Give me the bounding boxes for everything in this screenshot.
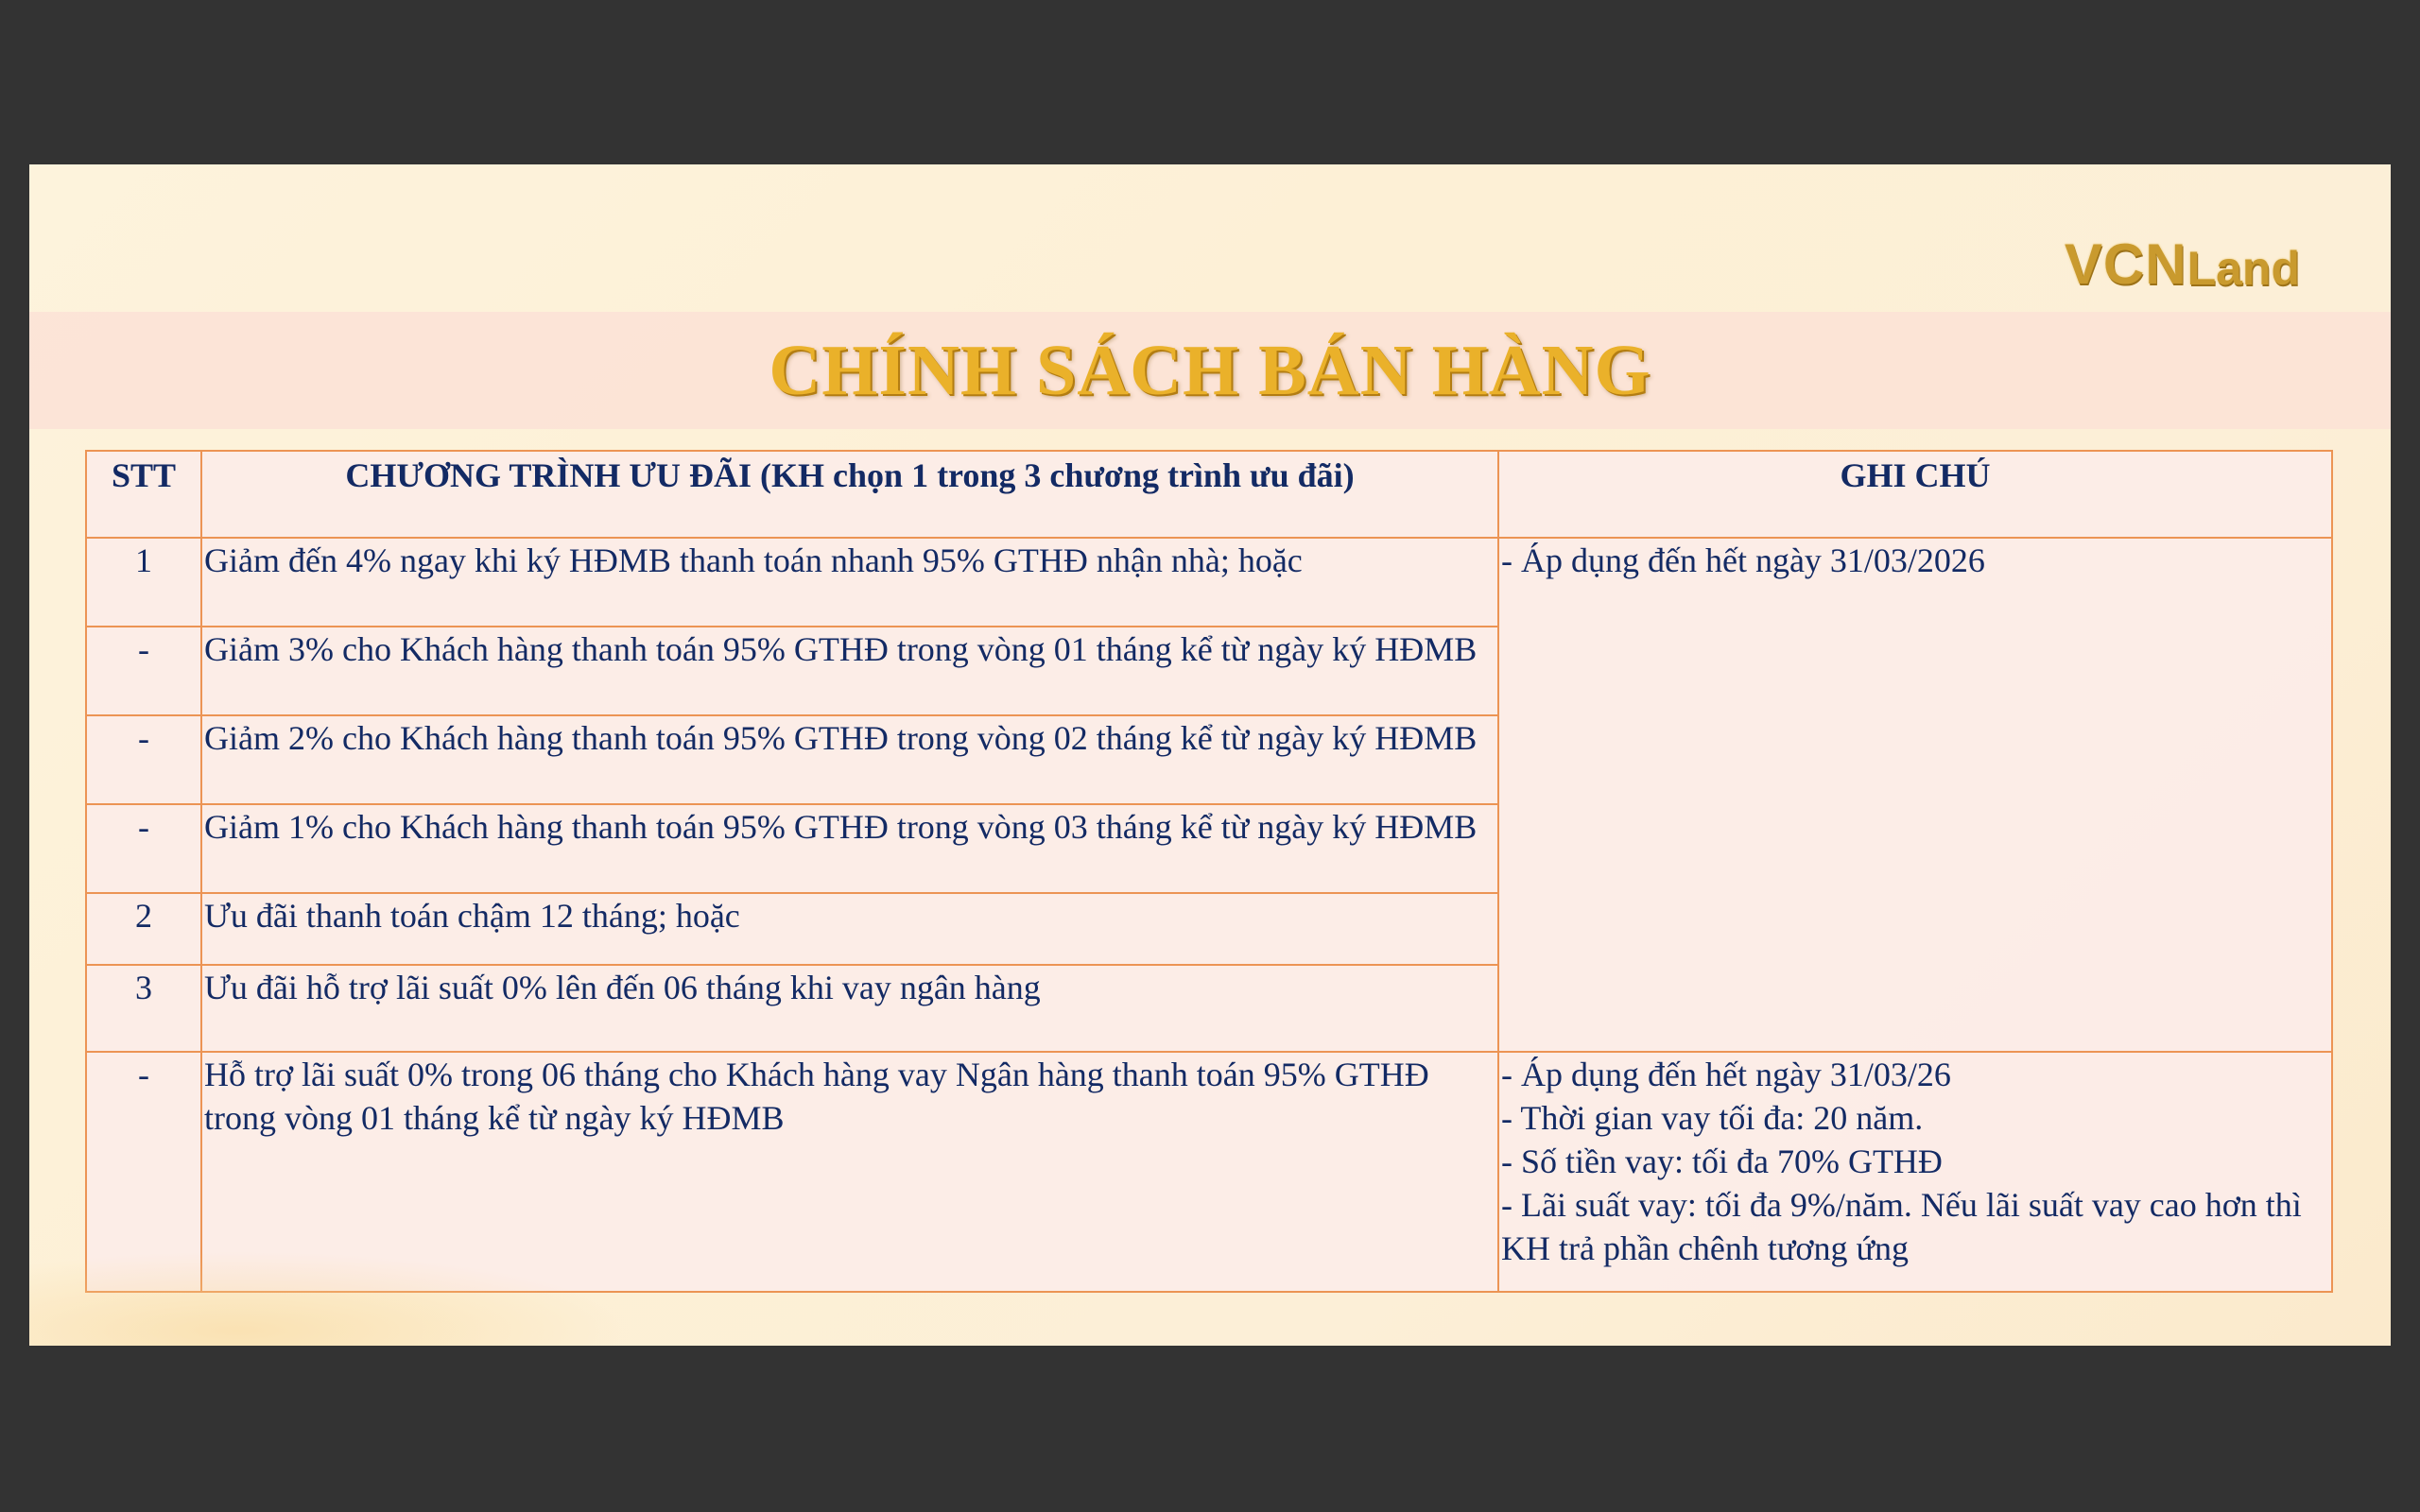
row-stt: 2 xyxy=(86,893,201,965)
row-stt: 1 xyxy=(86,538,201,627)
note-line: - Áp dụng đến hết ngày 31/03/2026 xyxy=(1501,541,1985,579)
logo-text-strong: VCN xyxy=(2064,232,2187,296)
row-program: Hỗ trợ lãi suất 0% trong 06 tháng cho Khách hàng vay Ngân hàng thanh toán 95% GTHĐ trong vòng 01 tháng kể từ ngày ký HĐMB xyxy=(201,1052,1498,1292)
note-group-1 xyxy=(1498,538,2332,1052)
row-stt: - xyxy=(86,715,201,804)
table-row xyxy=(86,538,2332,627)
logo-text-light: Land xyxy=(2187,242,2300,295)
header-note: GHI CHÚ xyxy=(1498,451,2332,538)
header-stt: STT xyxy=(86,451,201,538)
row-program: Ưu đãi hỗ trợ lãi suất 0% lên đến 06 tháng khi vay ngân hàng xyxy=(201,965,1498,1052)
note-line: - Số tiền vay: tối đa 70% GTHĐ xyxy=(1501,1143,1943,1180)
row-program: Giảm 2% cho Khách hàng thanh toán 95% GTHĐ trong vòng 02 tháng kể từ ngày ký HĐMB xyxy=(201,715,1498,804)
sales-policy-table xyxy=(85,450,2333,1293)
slide xyxy=(29,164,2391,1346)
header-program: CHƯƠNG TRÌNH ƯU ĐÃI (KH chọn 1 trong 3 chương trình ưu đãi) xyxy=(201,451,1498,538)
row-program: Giảm 3% cho Khách hàng thanh toán 95% GTHĐ trong vòng 01 tháng kể từ ngày ký HĐMB xyxy=(201,627,1498,715)
row-stt: - xyxy=(86,1052,201,1292)
table-row xyxy=(86,1052,2332,1292)
row-program: Giảm đến 4% ngay khi ký HĐMB thanh toán nhanh 95% GTHĐ nhận nhà; hoặc xyxy=(201,538,1498,627)
row-stt: 3 xyxy=(86,965,201,1052)
note-line: - Lãi suất vay: tối đa 9%/năm. Nếu lãi suất vay cao hơn thì KH trả phần chênh tương ứng xyxy=(1501,1186,2302,1267)
vcnland-logo xyxy=(2065,234,2300,295)
note-line: - Thời gian vay tối đa: 20 năm. xyxy=(1501,1099,1924,1137)
page-title: CHÍNH SÁCH BÁN HÀNG xyxy=(769,331,1651,410)
table-header-row xyxy=(86,451,2332,538)
row-stt: - xyxy=(86,627,201,715)
title-band xyxy=(29,312,2391,429)
row-program: Giảm 1% cho Khách hàng thanh toán 95% GTHĐ trong vòng 03 tháng kể từ ngày ký HĐMB xyxy=(201,804,1498,893)
note-line: - Áp dụng đến hết ngày 31/03/26 xyxy=(1501,1056,1951,1093)
note-group-2 xyxy=(1498,1052,2332,1292)
row-program: Ưu đãi thanh toán chậm 12 tháng; hoặc xyxy=(201,893,1498,965)
row-stt: - xyxy=(86,804,201,893)
